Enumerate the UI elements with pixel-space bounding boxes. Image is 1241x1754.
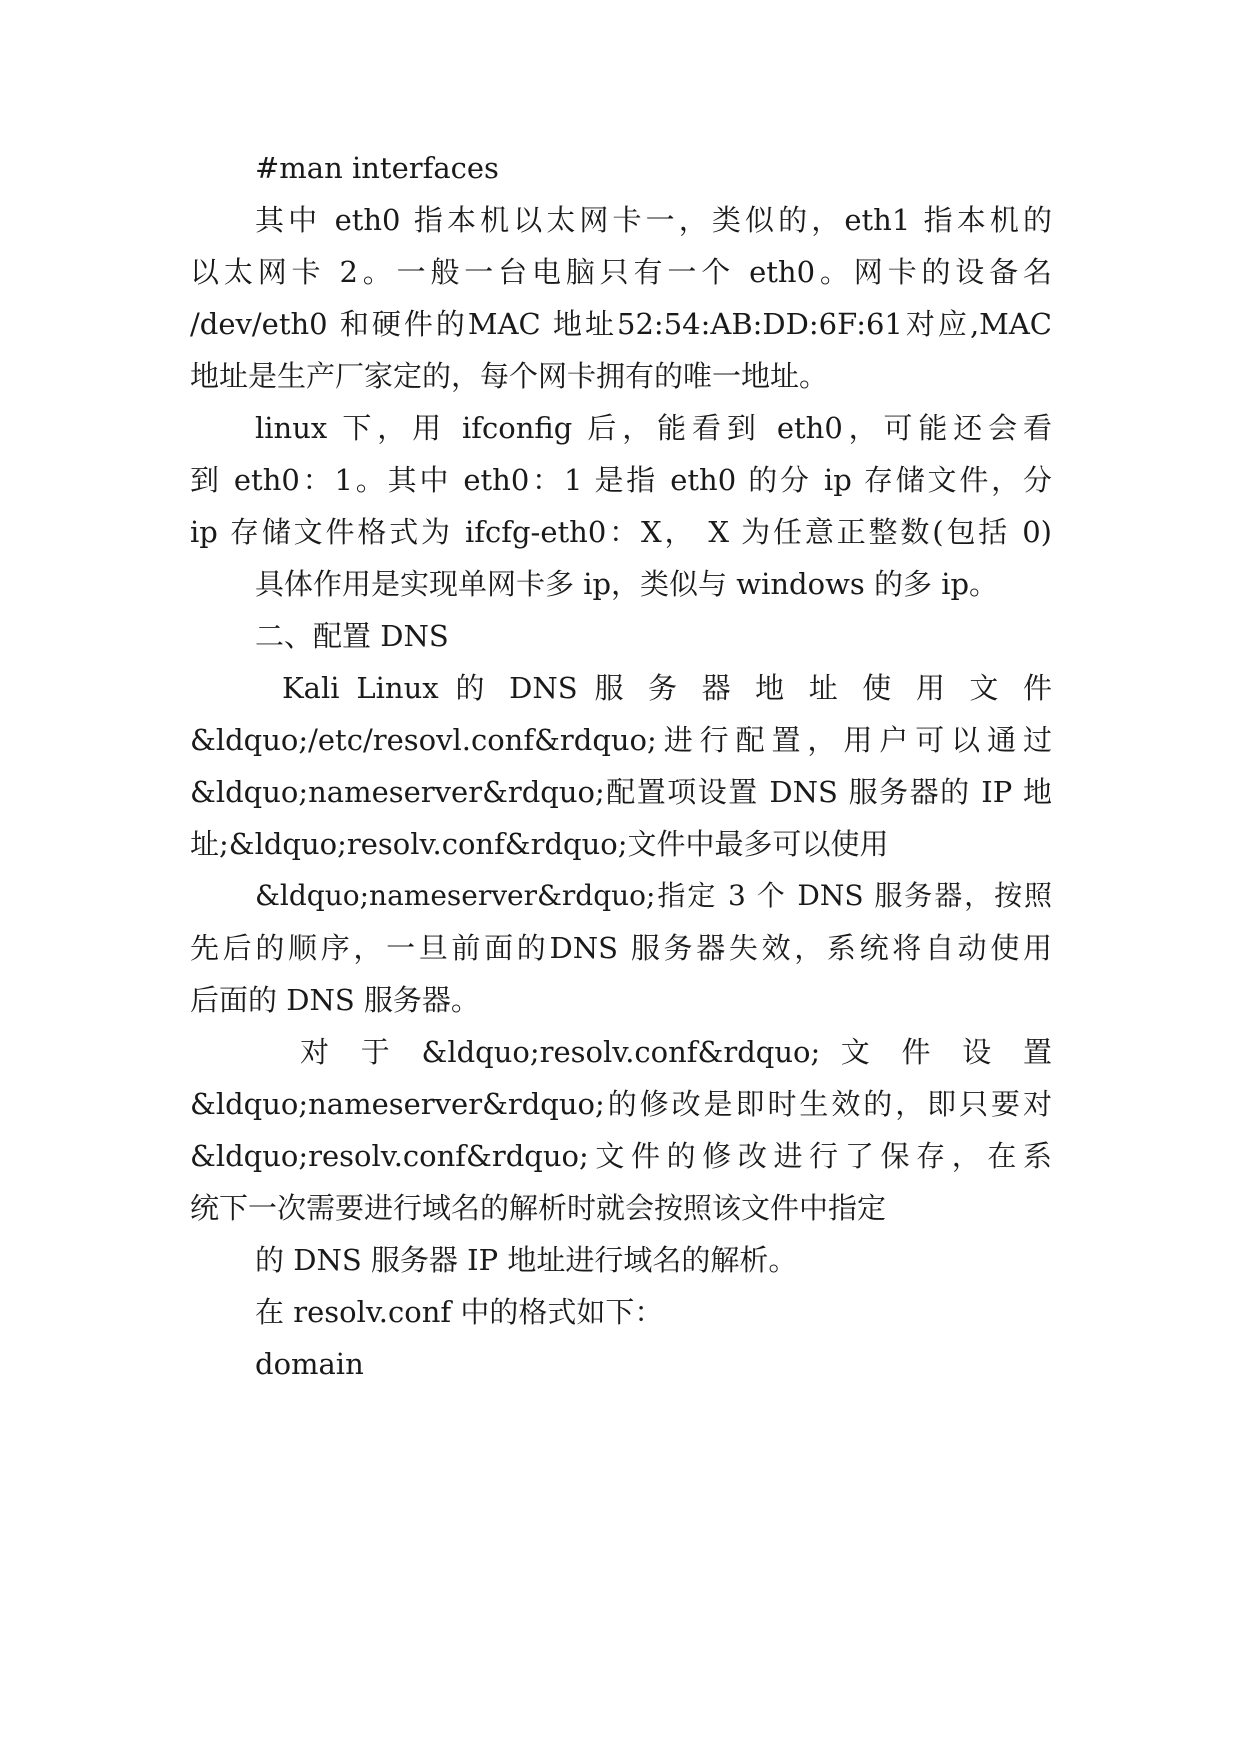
text-line: 在 resolv.conf 中的格式如下：	[255, 1295, 664, 1329]
text-line: 具体作用是实现单网卡多 ip，类似与 windows 的多 ip。	[255, 567, 999, 601]
text-line: ip 存储文件格式为 ifcfg-eth0：X， X 为任意正整数(包括 0)	[190, 515, 1052, 549]
text-line: 对 于 &ldquo;resolv.conf&rdquo; 文 件 设 置	[300, 1035, 1052, 1069]
text-line: 其中 eth0 指本机以太网卡一，类似的，eth1 指本机的	[255, 203, 1052, 237]
text-line: domain	[255, 1347, 364, 1381]
text-line: Kali Linux 的 DNS 服 务 器 地 址 使 用 文 件	[282, 671, 1052, 705]
text-line: &ldquo;nameserver&rdquo;配置项设置 DNS 服务器的 IP 地	[190, 775, 1052, 809]
text-line: 以太网卡 2。一般一台电脑只有一个 eth0。网卡的设备名	[190, 255, 1052, 289]
text-line: &ldquo;nameserver&rdquo;的修改是即时生效的，即只要对	[190, 1087, 1052, 1121]
text-line: &ldquo;nameserver&rdquo;指定 3 个 DNS 服务器，按照	[255, 879, 1052, 912]
text-line: 的 DNS 服务器 IP 地址进行域名的解析。	[255, 1243, 798, 1277]
text-line: 址;&ldquo;resolv.conf&rdquo;文件中最多可以使用	[190, 827, 889, 861]
text-line: &ldquo;resolv.conf&rdquo;文件的修改进行了保存，在系	[190, 1139, 1052, 1173]
text-line: 后面的 DNS 服务器。	[190, 983, 480, 1017]
text-line: 地址是生产厂家定的，每个网卡拥有的唯一地址。	[190, 359, 829, 393]
section-heading: 二、配置 DNS	[255, 619, 449, 653]
text-line: 到 eth0：1。其中 eth0：1 是指 eth0 的分 ip 存储文件，分	[190, 463, 1052, 497]
text-line: linux 下，用 ifconfig 后，能看到 eth0，可能还会看	[255, 411, 1052, 445]
text-line: &ldquo;/etc/resovl.conf&rdquo;进行配置，用户可以通过	[190, 723, 1052, 757]
text-line: #man interfaces	[255, 151, 499, 185]
text-line: /dev/eth0 和硬件的MAC 地址52:54:AB:DD:6F:61对应,MAC	[190, 307, 1052, 341]
text-line: 统下一次需要进行域名的解析时就会按照该文件中指定	[190, 1191, 887, 1225]
text-line: 先后的顺序，一旦前面的DNS 服务器失效，系统将自动使用	[190, 931, 1052, 965]
